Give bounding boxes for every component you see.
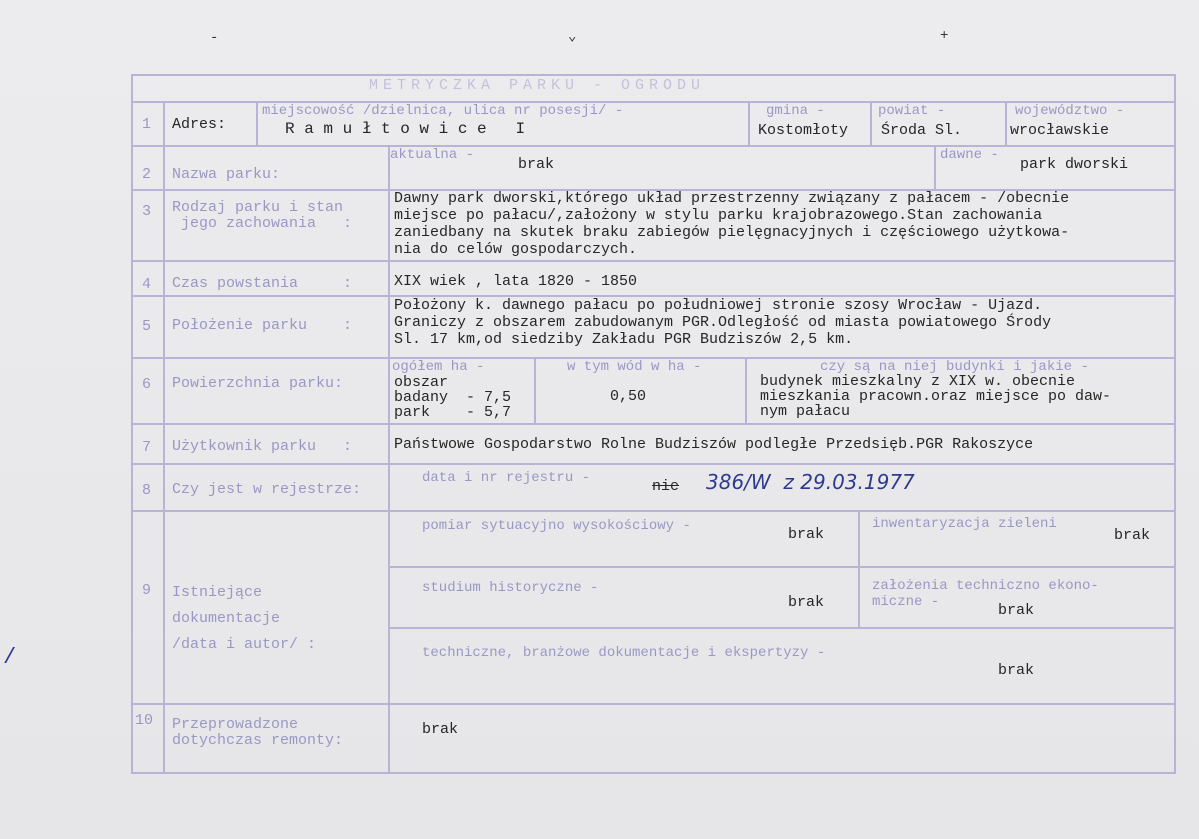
- address-voivodeship-value: wrocławskie: [1010, 122, 1110, 139]
- row-label-renovations: Przeprowadzone dotychczas remonty:: [172, 716, 344, 749]
- doc-greenery-prompt: inwentaryzacja zieleni: [872, 516, 1057, 532]
- row-number: 3: [142, 203, 152, 220]
- row-number: 8: [142, 482, 152, 499]
- park-name-former-value: park dworski: [1020, 156, 1129, 173]
- user-value: Państwowe Gospodarstwo Rolne Budziszów podległe Przedsięb.PGR Rakoszyce: [394, 436, 1034, 453]
- creation-time-value: XIX wiek , lata 1820 - 1850: [394, 273, 638, 290]
- doc-history-prompt: studium historyczne -: [422, 580, 599, 596]
- row-number: 10: [135, 712, 154, 729]
- register-handwritten-entry: 386/W z 29.03.1977: [706, 470, 915, 494]
- row-label-documentation: Istniejące dokumentacje /data i autor/ :: [172, 584, 317, 653]
- register-struck-value: nie: [652, 478, 680, 495]
- doc-technical-economic-value: brak: [998, 602, 1035, 619]
- park-name-current-prompt: aktualna -: [390, 147, 475, 163]
- corner-mark-right: +: [940, 28, 949, 44]
- row-label-user: Użytkownik parku :: [172, 438, 353, 455]
- renovations-value: brak: [422, 721, 459, 738]
- row-label-address: Adres:: [172, 116, 227, 133]
- location-value: Położony k. dawnego pałacu po południowej stronie szosy Wrocław - Ujazd. Graniczy z obszarem zabudowanym PGR.Odległość od miasta powiatowego Środy Sl. 17 km,od siedziby Zakładu PGR Budziszów 2,5 km.: [394, 297, 1052, 348]
- doc-history-value: brak: [788, 594, 825, 611]
- row-label-location: Położenie parku :: [172, 317, 353, 334]
- area-buildings-prompt: czy są na niej budynki i jakie -: [820, 359, 1089, 375]
- doc-greenery-value: brak: [1114, 527, 1151, 544]
- row-number: 6: [142, 376, 152, 393]
- corner-mark-center: ⌄: [568, 29, 577, 45]
- row-number: 5: [142, 318, 152, 335]
- address-commune-prompt: gmina -: [766, 103, 825, 119]
- doc-survey-prompt: pomiar sytuacyjno wysokościowy -: [422, 518, 691, 534]
- corner-mark-left: -: [210, 30, 219, 46]
- row-number: 1: [142, 116, 152, 133]
- doc-expertise-value: brak: [998, 662, 1035, 679]
- row-label-park-type: Rodzaj parku i stan jego zachowania :: [172, 199, 353, 232]
- area-water-value: 0,50: [610, 388, 647, 405]
- row-number: 2: [142, 166, 152, 183]
- row-number: 4: [142, 276, 152, 293]
- address-locality-value: R a m u ł t o w i c e I: [285, 120, 526, 138]
- address-locality-prompt: miejscowość /dzielnica, ulica nr posesji/ -: [262, 103, 624, 119]
- row-label-creation-time: Czas powstania :: [172, 275, 353, 292]
- address-voivodeship-prompt: województwo -: [1015, 103, 1125, 119]
- address-county-value: Środa Sl.: [881, 122, 963, 139]
- row-label-register: Czy jest w rejestrze:: [172, 481, 362, 498]
- area-total-prompt: ogółem ha -: [392, 359, 485, 375]
- row-number: 9: [142, 582, 152, 599]
- margin-ink-mark: /: [3, 645, 17, 670]
- doc-technical-economic-prompt: założenia techniczno ekono- miczne -: [872, 578, 1099, 610]
- register-prompt: data i nr rejestru -: [422, 470, 591, 486]
- park-name-current-value: brak: [518, 156, 555, 173]
- row-number: 7: [142, 439, 152, 456]
- park-type-value: Dawny park dworski,którego układ przestrzenny związany z pałacem - /obecnie miejsce po pałacu/,założony w stylu parku krajobrazowego.Stan zachowania zaniedbany na skutek braku zabiegów pielęgnacyjnych i częściowego użytkowa- nia do celów gospodarczych.: [394, 190, 1070, 258]
- address-commune-value: Kostomłoty: [758, 122, 849, 139]
- row-label-park-name: Nazwa parku:: [172, 166, 281, 183]
- area-total-value: obszar badany - 7,5 park - 5,7: [394, 374, 512, 421]
- area-water-prompt: w tym wód w ha -: [567, 359, 702, 375]
- address-county-prompt: powiat -: [878, 103, 946, 119]
- area-buildings-value: budynek mieszkalny z XIX w. obecnie mieszkania pracown.oraz miejsce po daw- nym pałacu: [760, 373, 1112, 420]
- form-title: METRYCZKA PARKU - OGRODU: [369, 77, 706, 94]
- doc-expertise-prompt: techniczne, branżowe dokumentacje i ekspertyzy -: [422, 645, 826, 661]
- park-name-former-prompt: dawne -: [940, 147, 999, 163]
- row-label-area: Powierzchnia parku:: [172, 375, 344, 392]
- doc-survey-value: brak: [788, 526, 825, 543]
